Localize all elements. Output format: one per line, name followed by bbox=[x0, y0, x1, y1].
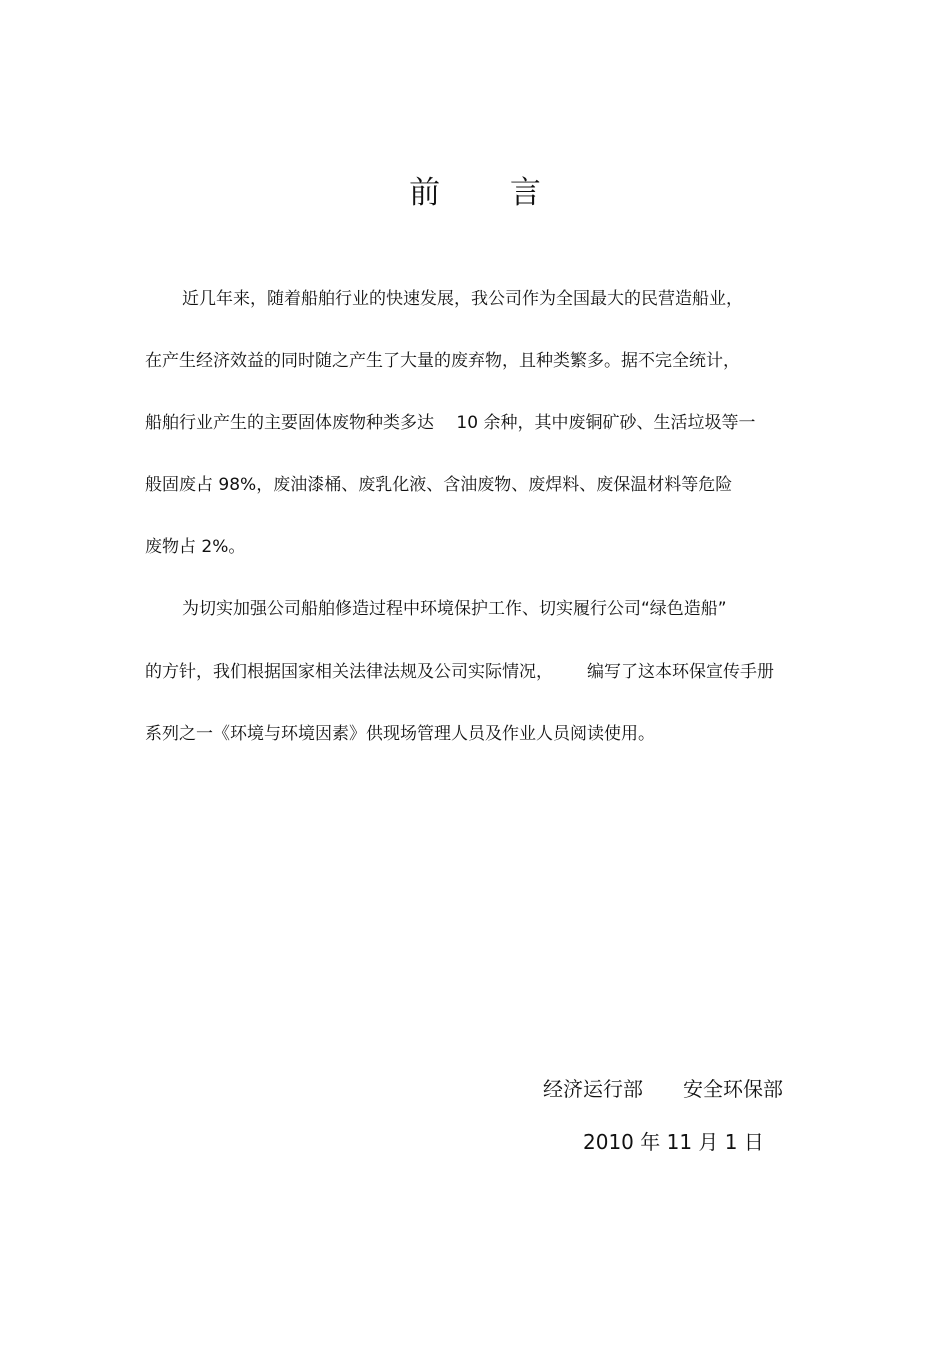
paragraph-line: 废物占 2%。 bbox=[145, 537, 246, 557]
signature-departments: 经济运行部 安全环保部 bbox=[543, 1077, 783, 1101]
paragraph-line: 船舶行业产生的主要固体废物种类多达 10 余种，其中废铜矿砂、生活垃圾等一 bbox=[145, 413, 756, 433]
page-title: 前 言 bbox=[409, 175, 571, 211]
paragraph-line: 系列之一《环境与环境因素》供现场管理人员及作业人员阅读使用。 bbox=[145, 724, 655, 744]
paragraph-line: 近几年来，随着船舶行业的快速发展，我公司作为全国最大的民营造船业， bbox=[182, 289, 743, 309]
paragraph-line: 般固废占 98%，废油漆桶、废乳化液、含油废物、废焊料、废保温材料等危险 bbox=[145, 475, 733, 495]
signature-date: 2010 年 11 月 1 日 bbox=[583, 1130, 764, 1154]
paragraph-line: 的方针，我们根据国家相关法律法规及公司实际情况， 编写了这本环保宣传手册 bbox=[145, 662, 774, 682]
paragraph-line: 为切实加强公司船舶修造过程中环境保护工作、切实履行公司“绿色造船” bbox=[182, 599, 727, 619]
paragraph-line: 在产生经济效益的同时随之产生了大量的废弃物，且种类繁多。据不完全统计， bbox=[145, 351, 740, 371]
